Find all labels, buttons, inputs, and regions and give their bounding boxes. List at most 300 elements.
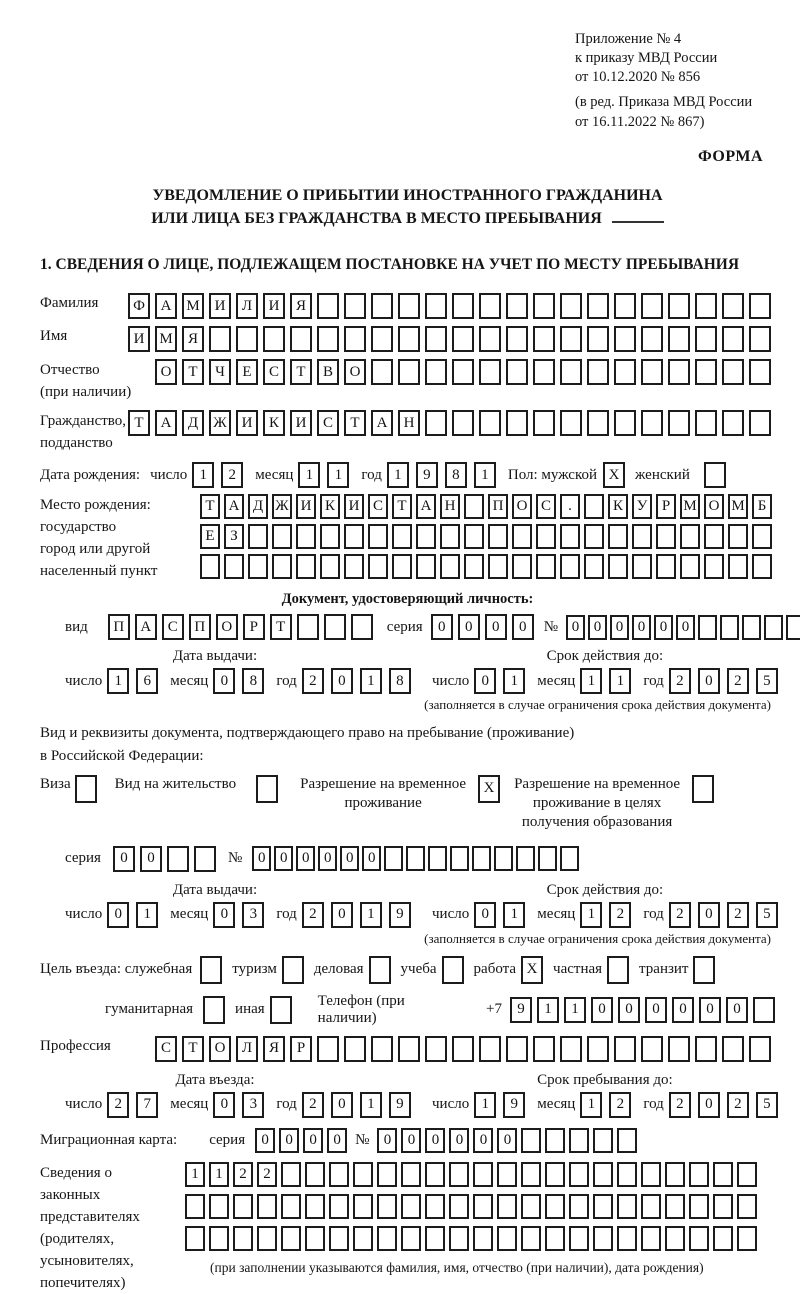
form-cell[interactable]: [680, 524, 700, 549]
form-cell[interactable]: [584, 554, 604, 579]
form-cell[interactable]: [512, 524, 532, 549]
form-cell[interactable]: [689, 1162, 709, 1187]
form-cell[interactable]: [425, 1162, 445, 1187]
form-cell[interactable]: [569, 1162, 589, 1187]
form-cell[interactable]: 0: [699, 997, 721, 1023]
form-cell[interactable]: 0: [377, 1128, 397, 1153]
form-cell[interactable]: 9: [510, 997, 532, 1023]
form-cell[interactable]: [521, 1128, 541, 1153]
form-cell[interactable]: [401, 1194, 421, 1219]
form-cell[interactable]: [209, 1226, 229, 1251]
form-cell[interactable]: 1: [360, 668, 382, 694]
form-cell[interactable]: [749, 326, 771, 352]
form-cell[interactable]: 1: [387, 462, 409, 488]
form-cell[interactable]: [560, 554, 580, 579]
form-cell[interactable]: [248, 554, 268, 579]
form-cell[interactable]: 0: [458, 614, 480, 640]
form-cell[interactable]: [203, 996, 225, 1024]
form-cell[interactable]: 0: [331, 902, 353, 928]
form-cell[interactable]: 9: [389, 1092, 411, 1118]
form-cell[interactable]: [587, 326, 609, 352]
form-cell[interactable]: 1: [564, 997, 586, 1023]
form-cell[interactable]: У: [632, 494, 652, 519]
form-cell[interactable]: [533, 326, 555, 352]
form-cell[interactable]: [656, 554, 676, 579]
form-cell[interactable]: 2: [727, 902, 749, 928]
form-cell[interactable]: 2: [233, 1162, 253, 1187]
form-cell[interactable]: [704, 462, 726, 488]
form-cell[interactable]: 0: [449, 1128, 469, 1153]
form-cell[interactable]: [560, 524, 580, 549]
form-cell[interactable]: [344, 524, 364, 549]
form-cell[interactable]: А: [155, 410, 177, 436]
form-cell[interactable]: 9: [389, 902, 411, 928]
form-cell[interactable]: О: [344, 359, 366, 385]
form-cell[interactable]: [665, 1162, 685, 1187]
form-cell[interactable]: 5: [756, 902, 778, 928]
form-cell[interactable]: [560, 359, 582, 385]
form-cell[interactable]: 0: [425, 1128, 445, 1153]
form-cell[interactable]: [593, 1226, 613, 1251]
form-cell[interactable]: [472, 846, 491, 871]
form-cell[interactable]: 1: [136, 902, 158, 928]
form-cell[interactable]: [479, 1036, 501, 1062]
form-cell[interactable]: [488, 554, 508, 579]
form-cell[interactable]: 5: [756, 1092, 778, 1118]
form-cell[interactable]: [722, 1036, 744, 1062]
form-cell[interactable]: [689, 1194, 709, 1219]
form-cell[interactable]: [320, 554, 340, 579]
form-cell[interactable]: [742, 615, 761, 640]
form-cell[interactable]: 0: [362, 846, 381, 871]
form-cell[interactable]: И: [236, 410, 258, 436]
form-cell[interactable]: [425, 1036, 447, 1062]
form-cell[interactable]: 0: [113, 846, 135, 872]
form-cell[interactable]: [224, 554, 244, 579]
form-cell[interactable]: [545, 1128, 565, 1153]
form-cell[interactable]: [398, 359, 420, 385]
form-cell[interactable]: 0: [279, 1128, 299, 1153]
form-cell[interactable]: [704, 554, 724, 579]
form-cell[interactable]: 9: [503, 1092, 525, 1118]
form-cell[interactable]: Ч: [209, 359, 231, 385]
form-cell[interactable]: [713, 1162, 733, 1187]
form-cell[interactable]: 0: [252, 846, 271, 871]
form-cell[interactable]: П: [108, 614, 130, 640]
form-cell[interactable]: [452, 410, 474, 436]
form-cell[interactable]: К: [263, 410, 285, 436]
form-cell[interactable]: 0: [274, 846, 293, 871]
form-cell[interactable]: [167, 846, 189, 872]
form-cell[interactable]: [749, 410, 771, 436]
form-cell[interactable]: [473, 1194, 493, 1219]
form-cell[interactable]: 2: [221, 462, 243, 488]
form-cell[interactable]: [473, 1226, 493, 1251]
form-cell[interactable]: А: [224, 494, 244, 519]
form-cell[interactable]: И: [344, 494, 364, 519]
form-cell[interactable]: [263, 326, 285, 352]
form-cell[interactable]: [449, 1162, 469, 1187]
form-cell[interactable]: 2: [302, 902, 324, 928]
form-cell[interactable]: [593, 1162, 613, 1187]
form-cell[interactable]: 0: [255, 1128, 275, 1153]
form-cell[interactable]: [75, 775, 97, 803]
form-cell[interactable]: 3: [242, 902, 264, 928]
form-cell[interactable]: Д: [182, 410, 204, 436]
form-cell[interactable]: Ж: [272, 494, 292, 519]
form-cell[interactable]: [488, 524, 508, 549]
form-cell[interactable]: 0: [654, 615, 673, 640]
form-cell[interactable]: [296, 554, 316, 579]
form-cell[interactable]: [695, 359, 717, 385]
form-cell[interactable]: Т: [128, 410, 150, 436]
form-cell[interactable]: [617, 1162, 637, 1187]
form-cell[interactable]: [296, 524, 316, 549]
form-cell[interactable]: [786, 615, 800, 640]
form-cell[interactable]: [428, 846, 447, 871]
form-cell[interactable]: [209, 1194, 229, 1219]
form-cell[interactable]: [344, 554, 364, 579]
form-cell[interactable]: 2: [257, 1162, 277, 1187]
form-cell[interactable]: [752, 524, 772, 549]
form-cell[interactable]: К: [608, 494, 628, 519]
form-cell[interactable]: [533, 410, 555, 436]
form-cell[interactable]: [398, 1036, 420, 1062]
form-cell[interactable]: [185, 1194, 205, 1219]
form-cell[interactable]: 1: [360, 1092, 382, 1118]
form-cell[interactable]: [737, 1194, 757, 1219]
form-cell[interactable]: [752, 554, 772, 579]
form-cell[interactable]: [305, 1226, 325, 1251]
form-cell[interactable]: [521, 1194, 541, 1219]
form-cell[interactable]: Т: [270, 614, 292, 640]
form-cell[interactable]: 2: [727, 668, 749, 694]
form-cell[interactable]: 6: [136, 668, 158, 694]
form-cell[interactable]: 0: [610, 615, 629, 640]
form-cell[interactable]: [185, 1226, 205, 1251]
form-cell[interactable]: [668, 1036, 690, 1062]
form-cell[interactable]: 0: [401, 1128, 421, 1153]
form-cell[interactable]: П: [189, 614, 211, 640]
form-cell[interactable]: Т: [290, 359, 312, 385]
form-cell[interactable]: 7: [136, 1092, 158, 1118]
form-cell[interactable]: [236, 326, 258, 352]
form-cell[interactable]: [320, 524, 340, 549]
form-cell[interactable]: [614, 359, 636, 385]
form-cell[interactable]: [305, 1162, 325, 1187]
form-cell[interactable]: [353, 1194, 373, 1219]
form-cell[interactable]: [256, 775, 278, 803]
form-cell[interactable]: [668, 410, 690, 436]
form-cell[interactable]: 1: [580, 668, 602, 694]
form-cell[interactable]: [632, 554, 652, 579]
form-cell[interactable]: 0: [107, 902, 129, 928]
form-cell[interactable]: [425, 410, 447, 436]
form-cell[interactable]: [392, 524, 412, 549]
form-cell[interactable]: [384, 846, 403, 871]
form-cell[interactable]: [425, 1226, 445, 1251]
form-cell[interactable]: О: [704, 494, 724, 519]
form-cell[interactable]: С: [368, 494, 388, 519]
form-cell[interactable]: [281, 1194, 301, 1219]
form-cell[interactable]: [452, 1036, 474, 1062]
form-cell[interactable]: [440, 524, 460, 549]
form-cell[interactable]: [749, 359, 771, 385]
form-cell[interactable]: М: [680, 494, 700, 519]
form-cell[interactable]: [344, 1036, 366, 1062]
form-cell[interactable]: [506, 1036, 528, 1062]
form-cell[interactable]: 9: [416, 462, 438, 488]
form-cell[interactable]: [665, 1194, 685, 1219]
form-cell[interactable]: [560, 326, 582, 352]
form-cell[interactable]: [425, 293, 447, 319]
form-cell[interactable]: [641, 326, 663, 352]
form-cell[interactable]: И: [263, 293, 285, 319]
form-cell[interactable]: [587, 359, 609, 385]
form-cell[interactable]: [497, 1194, 517, 1219]
form-cell[interactable]: [401, 1226, 421, 1251]
form-cell[interactable]: 1: [192, 462, 214, 488]
form-cell[interactable]: 2: [609, 1092, 631, 1118]
form-cell[interactable]: Л: [236, 1036, 258, 1062]
form-cell[interactable]: [695, 1036, 717, 1062]
form-cell[interactable]: [593, 1128, 613, 1153]
form-cell[interactable]: [533, 293, 555, 319]
form-cell[interactable]: X: [478, 775, 500, 803]
form-cell[interactable]: [449, 1194, 469, 1219]
form-cell[interactable]: [656, 524, 676, 549]
form-cell[interactable]: З: [224, 524, 244, 549]
form-cell[interactable]: 0: [698, 1092, 720, 1118]
form-cell[interactable]: [560, 293, 582, 319]
form-cell[interactable]: [371, 293, 393, 319]
form-cell[interactable]: 0: [327, 1128, 347, 1153]
form-cell[interactable]: [425, 326, 447, 352]
form-cell[interactable]: [290, 326, 312, 352]
form-cell[interactable]: [641, 293, 663, 319]
form-cell[interactable]: [516, 846, 535, 871]
form-cell[interactable]: [248, 524, 268, 549]
form-cell[interactable]: [464, 554, 484, 579]
form-cell[interactable]: [416, 554, 436, 579]
form-cell[interactable]: [665, 1226, 685, 1251]
form-cell[interactable]: 0: [331, 1092, 353, 1118]
form-cell[interactable]: 0: [340, 846, 359, 871]
form-cell[interactable]: 8: [389, 668, 411, 694]
form-cell[interactable]: А: [155, 293, 177, 319]
form-cell[interactable]: [416, 524, 436, 549]
form-cell[interactable]: [473, 1162, 493, 1187]
form-cell[interactable]: [406, 846, 425, 871]
form-cell[interactable]: [329, 1162, 349, 1187]
form-cell[interactable]: [641, 1162, 661, 1187]
form-cell[interactable]: 0: [698, 902, 720, 928]
form-cell[interactable]: [425, 1194, 445, 1219]
form-cell[interactable]: 1: [537, 997, 559, 1023]
form-cell[interactable]: 0: [485, 614, 507, 640]
form-cell[interactable]: X: [603, 462, 625, 488]
form-cell[interactable]: [425, 359, 447, 385]
form-cell[interactable]: 1: [609, 668, 631, 694]
form-cell[interactable]: [401, 1162, 421, 1187]
form-cell[interactable]: X: [521, 956, 543, 984]
form-cell[interactable]: 0: [303, 1128, 323, 1153]
form-cell[interactable]: [398, 326, 420, 352]
form-cell[interactable]: [452, 359, 474, 385]
form-cell[interactable]: 0: [431, 614, 453, 640]
form-cell[interactable]: [479, 293, 501, 319]
form-cell[interactable]: [344, 293, 366, 319]
form-cell[interactable]: [632, 524, 652, 549]
form-cell[interactable]: [506, 359, 528, 385]
form-cell[interactable]: [371, 326, 393, 352]
form-cell[interactable]: [668, 326, 690, 352]
form-cell[interactable]: [200, 956, 222, 984]
form-cell[interactable]: М: [182, 293, 204, 319]
form-cell[interactable]: [587, 410, 609, 436]
form-cell[interactable]: [317, 293, 339, 319]
form-cell[interactable]: [450, 846, 469, 871]
form-cell[interactable]: [737, 1162, 757, 1187]
form-cell[interactable]: [722, 293, 744, 319]
form-cell[interactable]: [324, 614, 346, 640]
form-cell[interactable]: [704, 524, 724, 549]
form-cell[interactable]: [398, 293, 420, 319]
form-cell[interactable]: [272, 554, 292, 579]
form-cell[interactable]: 0: [645, 997, 667, 1023]
form-cell[interactable]: [617, 1128, 637, 1153]
form-cell[interactable]: 1: [327, 462, 349, 488]
form-cell[interactable]: [353, 1162, 373, 1187]
form-cell[interactable]: О: [155, 359, 177, 385]
form-cell[interactable]: О: [216, 614, 238, 640]
form-cell[interactable]: Ж: [209, 410, 231, 436]
form-cell[interactable]: Я: [290, 293, 312, 319]
form-cell[interactable]: Т: [344, 410, 366, 436]
form-cell[interactable]: [608, 524, 628, 549]
form-cell[interactable]: [440, 554, 460, 579]
form-cell[interactable]: 0: [318, 846, 337, 871]
form-cell[interactable]: 0: [566, 615, 585, 640]
form-cell[interactable]: [377, 1194, 397, 1219]
form-cell[interactable]: [194, 846, 216, 872]
form-cell[interactable]: С: [536, 494, 556, 519]
form-cell[interactable]: [442, 956, 464, 984]
form-cell[interactable]: [538, 846, 557, 871]
form-cell[interactable]: [297, 614, 319, 640]
form-cell[interactable]: [377, 1162, 397, 1187]
form-cell[interactable]: 0: [618, 997, 640, 1023]
form-cell[interactable]: [689, 1226, 709, 1251]
form-cell[interactable]: И: [209, 293, 231, 319]
form-cell[interactable]: 2: [669, 902, 691, 928]
form-cell[interactable]: 8: [445, 462, 467, 488]
form-cell[interactable]: О: [512, 494, 532, 519]
form-cell[interactable]: [693, 956, 715, 984]
form-cell[interactable]: [497, 1226, 517, 1251]
form-cell[interactable]: Ф: [128, 293, 150, 319]
form-cell[interactable]: 0: [296, 846, 315, 871]
form-cell[interactable]: 1: [503, 902, 525, 928]
form-cell[interactable]: [668, 293, 690, 319]
form-cell[interactable]: Л: [236, 293, 258, 319]
form-cell[interactable]: 3: [242, 1092, 264, 1118]
form-cell[interactable]: [371, 1036, 393, 1062]
form-cell[interactable]: 1: [298, 462, 320, 488]
form-cell[interactable]: [317, 1036, 339, 1062]
form-cell[interactable]: [560, 846, 579, 871]
form-cell[interactable]: [593, 1194, 613, 1219]
form-cell[interactable]: 2: [727, 1092, 749, 1118]
form-cell[interactable]: [587, 293, 609, 319]
form-cell[interactable]: 1: [209, 1162, 229, 1187]
form-cell[interactable]: 0: [497, 1128, 517, 1153]
form-cell[interactable]: 0: [726, 997, 748, 1023]
form-cell[interactable]: [692, 775, 714, 803]
form-cell[interactable]: [728, 524, 748, 549]
form-cell[interactable]: И: [296, 494, 316, 519]
form-cell[interactable]: М: [728, 494, 748, 519]
form-cell[interactable]: [737, 1226, 757, 1251]
form-cell[interactable]: [668, 359, 690, 385]
form-cell[interactable]: [377, 1226, 397, 1251]
form-cell[interactable]: 0: [140, 846, 162, 872]
form-cell[interactable]: И: [128, 326, 150, 352]
form-cell[interactable]: 0: [591, 997, 613, 1023]
form-cell[interactable]: 2: [669, 668, 691, 694]
form-cell[interactable]: 0: [474, 902, 496, 928]
form-cell[interactable]: [545, 1226, 565, 1251]
form-cell[interactable]: 0: [474, 668, 496, 694]
form-cell[interactable]: 0: [331, 668, 353, 694]
form-cell[interactable]: 1: [580, 902, 602, 928]
form-cell[interactable]: [617, 1226, 637, 1251]
form-cell[interactable]: [506, 326, 528, 352]
form-cell[interactable]: Н: [398, 410, 420, 436]
form-cell[interactable]: 1: [185, 1162, 205, 1187]
form-cell[interactable]: [722, 326, 744, 352]
form-cell[interactable]: [764, 615, 783, 640]
form-cell[interactable]: [281, 1162, 301, 1187]
form-cell[interactable]: 0: [676, 615, 695, 640]
form-cell[interactable]: 0: [632, 615, 651, 640]
form-cell[interactable]: [569, 1226, 589, 1251]
form-cell[interactable]: Б: [752, 494, 772, 519]
form-cell[interactable]: 1: [474, 1092, 496, 1118]
form-cell[interactable]: [452, 293, 474, 319]
form-cell[interactable]: [720, 615, 739, 640]
form-cell[interactable]: [257, 1226, 277, 1251]
form-cell[interactable]: [371, 359, 393, 385]
form-cell[interactable]: [722, 410, 744, 436]
form-cell[interactable]: [452, 326, 474, 352]
form-cell[interactable]: [351, 614, 373, 640]
form-cell[interactable]: 2: [302, 1092, 324, 1118]
form-cell[interactable]: [641, 1194, 661, 1219]
form-cell[interactable]: [353, 1226, 373, 1251]
form-cell[interactable]: [749, 1036, 771, 1062]
form-cell[interactable]: [392, 554, 412, 579]
form-cell[interactable]: [614, 326, 636, 352]
form-cell[interactable]: Т: [200, 494, 220, 519]
form-cell[interactable]: С: [263, 359, 285, 385]
form-cell[interactable]: 0: [588, 615, 607, 640]
form-cell[interactable]: С: [162, 614, 184, 640]
form-cell[interactable]: [695, 326, 717, 352]
form-cell[interactable]: [695, 293, 717, 319]
form-cell[interactable]: А: [416, 494, 436, 519]
form-cell[interactable]: 0: [512, 614, 534, 640]
